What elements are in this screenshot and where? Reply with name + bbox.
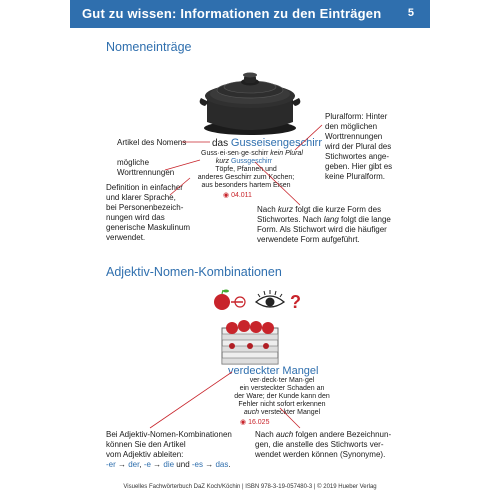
adj-definition-line: der Ware; der Kunde kann den (234, 393, 330, 400)
annotation-line: mögliche (117, 158, 150, 167)
annotation-line: bei Personenbezeich- (106, 203, 184, 212)
annotation-line: wendet werden können (Synonyme). (255, 450, 386, 459)
page-number: 5 (407, 7, 414, 19)
adj-definition-line: ein versteckter Schaden an (239, 385, 325, 392)
leader-short-form (255, 162, 300, 205)
annotation-line: nungen wird das (106, 213, 165, 222)
noun-plural-note: kein Plural (270, 150, 303, 157)
leader-hyphenation (165, 160, 200, 170)
noun-short-form: Gussgeschirr (230, 158, 273, 165)
annotation-line: wird der Plural des (325, 142, 392, 151)
leader-plural (295, 125, 322, 150)
leader-synonyms (280, 408, 300, 428)
annotation-line: vom Adjektiv ableiten: (106, 450, 184, 459)
annotation-line: -er → der, -e → die und -es → das. (106, 460, 231, 469)
noun-headword: Gusseisengeschirr (230, 137, 322, 149)
section-title-adjective-noun: Adjektiv-Nomen-Kombinationen (106, 265, 282, 279)
annotation-line: Worttrennungen (117, 168, 175, 177)
leader-definition (170, 178, 190, 195)
noun-hyphenation: Guss·ei·sen·ge·schirr (201, 150, 269, 157)
header-title: Gut zu wissen: Informationen zu den Einträgen (82, 6, 382, 21)
section-title-nouns: Nomeneinträge (106, 40, 192, 54)
annotation-line: verwendete Form aufgeführt. (257, 235, 360, 244)
noun-definition-line: Töpfe, Pfannen und (215, 166, 277, 173)
annotation-line: Bei Adjektiv-Nomen-Kombinationen (106, 430, 232, 439)
noun-definition-line: aus besonders hartem Eisen (201, 182, 291, 189)
annotation-line: können Sie den Artikel (106, 440, 186, 449)
annotation-line: Nach kurz folgt die kurze Form des (257, 205, 382, 214)
adj-hyphenation: ver·deck·ter Man·gel (249, 377, 315, 384)
adj-code-text: 16.025 (248, 419, 270, 426)
annotation-line: und klarer Sprache, (106, 193, 176, 202)
annotation-line: verwendet. (106, 233, 146, 242)
annotation-line: keine Pluralform. (325, 172, 386, 181)
noun-article: das (212, 138, 229, 149)
annotation-line: generische Maskulinum (106, 223, 191, 232)
noun-short-label: kurz (215, 158, 230, 165)
annotation-line: gen, die anstelle des Stichworts ver- (255, 440, 384, 449)
footer-text: Visuelles Fachwörterbuch DaZ Koch/Köchin | ISBN 978-3-19-057480-3 | © 2019 Hueber Verlag (123, 484, 377, 490)
adj-definition-line: Fehler nicht sofort erkennen (238, 401, 326, 408)
noun-definition-line: anderes Geschirr zum Kochen; (197, 174, 295, 181)
target-icon: ◉ (223, 192, 230, 199)
annotation-line: Worttrennungen (325, 132, 383, 141)
annotation-line: Form. Als Stichwort wird die häufiger (257, 225, 387, 234)
target-icon: ◉ (240, 419, 247, 426)
annotation-line: Stichwortes. Nach lang folgt die lange (257, 215, 391, 224)
adj-headword: verdeckter Mangel (228, 365, 319, 377)
annotation-article: Artikel des Nomens (117, 138, 187, 147)
annotation-line: den möglichen (325, 122, 378, 131)
adj-alt-line: auch versteckter Mangel (243, 409, 321, 416)
annotation-line: Definition in einfacher (106, 183, 183, 192)
leader-adj-article (150, 372, 232, 428)
annotation-line: Nach auch folgen andere Bezeichnun- (255, 430, 392, 439)
annotation-line: Pluralform: Hinter (325, 112, 388, 121)
question-mark-icon: ? (290, 292, 301, 312)
noun-code-text: 04.011 (231, 192, 252, 199)
annotation-line: Stichwortes ange- (325, 152, 390, 161)
annotation-line: geben. Hier gibt es (325, 162, 393, 171)
